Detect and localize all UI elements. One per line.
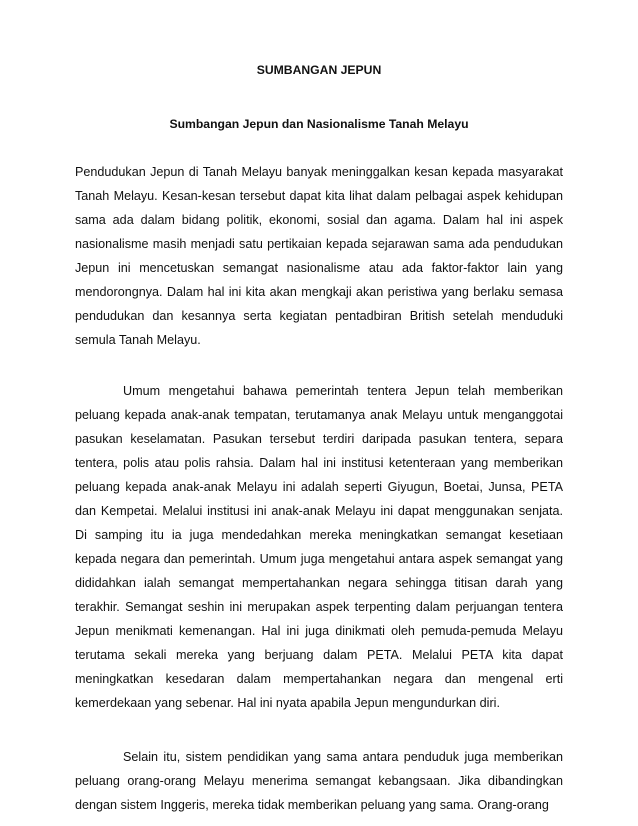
- document-title: SUMBANGAN JEPUN: [256, 63, 382, 77]
- paragraph-2: Umum mengetahui bahawa pemerintah tentera Jepun telah memberikan peluang kepada anak-anak tempatan, terutamanya anak Melayu untuk menganggotai pasukan keselamatan. Pasukan tersebut terdiri daripada pasukan tentera, separa tentera, polis atau polis rahsia. Dalam hal ini institusi ketenteraan yang memberikan peluang kepada anak-anak Melayu ini adalah seperti Giyugun, Boetai, Junsa, PETA dan Kempetai. Melalui institusi ini anak-anak Melayu ini dapat menggunakan senjata. Di samping itu ia juga mendedahkan mereka meningkatkan semangat kesetiaan kepada negara dan pemerintah. Umum juga mengetahui antara aspek semangat yang dididahkan ialah semangat mempertahankan negara sehingga titisan darah yang terakhir. Semangat seshin ini merupakan aspek terpenting dalam perjuangan tentera Jepun menikmati kemenangan. Hal ini juga dinikmati oleh pemuda-pemuda Melayu terutama sekali mereka yang berjuang dalam PETA. Melalui PETA kita dapat meningkatkan kesedaran dalam mempertahankan negara dan mengenal erti kemerdekaan yang sebenar. Hal ini nyata apabila Jepun mengundurkan diri.: [75, 384, 563, 710]
- paragraph-1: Pendudukan Jepun di Tanah Melayu banyak meninggalkan kesan kepada masyarakat Tanah Melayu. Kesan-kesan tersebut dapat kita lihat dalam pelbagai aspek kehidupan sama ada dalam bidang politik, ekonomi, sosial dan agama. Dalam hal ini aspek nasionalisme masih menjadi satu pertikaian kepada sejarawan sama ada pendudukan Jepun ini mencetuskan semangat nasionalisme atau ada faktor-faktor lain yang mendorongnya. Dalam hal ini kita akan mengkaji akan peristiwa yang berlaku semasa pendudukan dan kesannya serta kegiatan pentadbiran British setelah menduduki semula Tanah Melayu.: [75, 165, 563, 347]
- document-subtitle: Sumbangan Jepun dan Nasionalisme Tanah Melayu: [169, 117, 469, 131]
- paragraph-3: Selain itu, sistem pendidikan yang sama antara penduduk juga memberikan peluang orang-orang Melayu menerima semangat kebangsaan. Jika dibandingkan dengan sistem Inggeris, mereka tidak memberikan peluang yang sama. Orang-orang: [75, 750, 563, 812]
- document-page: [75, 62, 563, 817]
